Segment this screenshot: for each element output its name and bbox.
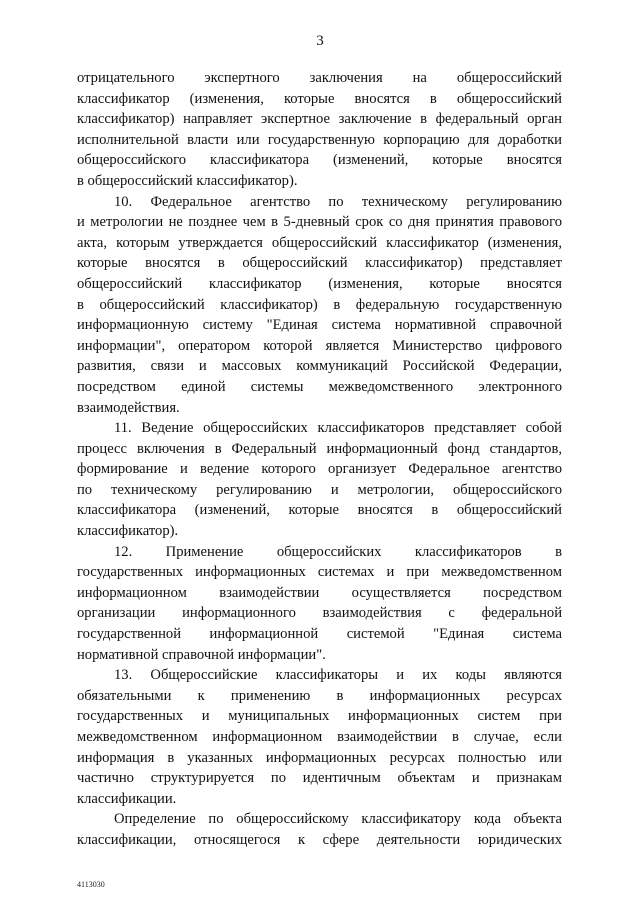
text-line: общероссийский классификатор (изменения, которые вносятся: [77, 275, 562, 292]
text-line: Определение по общероссийскому классификатору кода объекта: [114, 811, 562, 828]
paragraph: [77, 542, 562, 666]
text-line: и метрологии не позднее чем в 5-дневный срок со дня принятия правового: [77, 214, 562, 231]
text-line: организации информационного взаимодействия с федеральной: [77, 605, 562, 622]
text-line: информации", оператором которой является Министерство цифрового: [77, 337, 562, 354]
text-line: частично структурируется по идентичным объектам и признакам: [77, 770, 562, 787]
text-line: в общероссийский классификатор) в федеральную государственную: [77, 296, 562, 313]
text-line: государственных информационных системах и при межведомственном: [77, 564, 562, 581]
text-line: обязательными к применению в информационных ресурсах: [77, 687, 562, 704]
text-line: развития, связи и массовых коммуникаций Российской Федерации,: [77, 358, 562, 375]
text-line: классификатор).: [77, 523, 179, 540]
paragraph: [77, 192, 562, 419]
text-line: классификатор (изменения, которые вносятся в общероссийский: [77, 90, 562, 107]
text-line: по техническому регулированию и метрологии, общероссийского: [77, 481, 562, 498]
paragraph: [77, 68, 562, 192]
document-code: 4113030: [77, 880, 105, 889]
text-line: 12. Применение общероссийских классификаторов в: [114, 543, 562, 560]
text-line: классификации, относящегося к сфере деятельности юридических: [77, 831, 562, 848]
text-line: которые вносятся в общероссийский классификатор) представляет: [77, 255, 562, 272]
text-line: классификации.: [77, 790, 177, 807]
text-line: государственных и муниципальных информационных систем при: [77, 708, 562, 725]
text-line: государственной информационной системой "Единая система: [77, 626, 562, 643]
text-line: классификатор) направляет экспертное заключение в федеральный орган: [77, 111, 562, 128]
document-body: [77, 68, 562, 851]
text-line: посредством единой системы межведомственного электронного: [77, 378, 562, 395]
text-line: общероссийского классификатора (изменений, которые вносятся: [77, 152, 562, 169]
text-line: формирование и ведение которого организует Федеральное агентство: [77, 461, 562, 478]
text-line: акта, которым утверждается общероссийский классификатор (изменения,: [77, 234, 562, 251]
text-line: 10. Федеральное агентство по техническому регулированию: [114, 193, 562, 210]
paragraph: [77, 665, 562, 809]
page-number: 3: [316, 33, 324, 49]
text-line: отрицательного экспертного заключения на общероссийский: [77, 70, 562, 86]
text-line: 13. Общероссийские классификаторы и их коды являются: [114, 667, 562, 684]
text-line: процесс включения в Федеральный информационный фонд стандартов,: [77, 440, 562, 457]
text-line: межведомственном информационном взаимодействии в случае, если: [77, 729, 562, 745]
paragraph: [77, 418, 562, 542]
text-line: информационном взаимодействии осуществляется посредством: [77, 584, 562, 601]
text-line: нормативной справочной информации".: [77, 646, 326, 663]
text-line: 11. Ведение общероссийских классификаторов представляет собой: [114, 420, 562, 437]
text-line: классификатора (изменений, которые вносятся в общероссийский: [77, 502, 562, 519]
text-line: исполнительной власти или государственную корпорацию для доработки: [77, 131, 562, 148]
text-line: в общероссийский классификатор).: [77, 172, 298, 189]
paragraph: [77, 809, 562, 850]
text-line: взаимодействия.: [77, 399, 180, 416]
text-line: информация в указанных информационных ресурсах полностью или: [77, 749, 562, 766]
text-line: информационную систему "Единая система нормативной справочной: [77, 317, 562, 334]
